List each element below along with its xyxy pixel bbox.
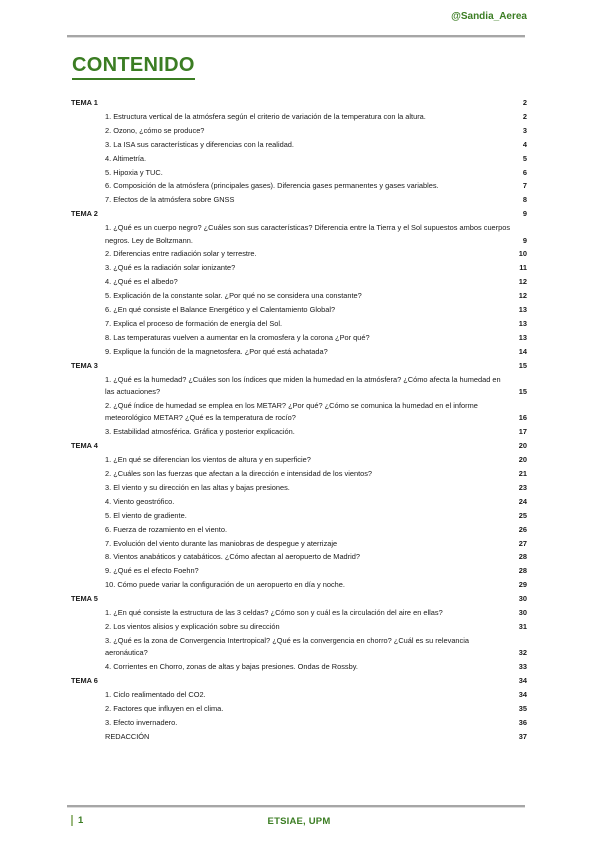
toc-item-title: 2. Factores que influyen en el clima. [105, 703, 224, 713]
toc-page-number: 29 [518, 580, 527, 590]
toc-page-number: 28 [518, 566, 527, 576]
toc-page-number: 27 [518, 538, 527, 548]
toc-page-number: 23 [518, 482, 527, 492]
toc-item-title: 6. Composición de la atmósfera (principales gases). Diferencia gases permanentes y gases variables. [105, 181, 439, 191]
toc-section-label: TEMA 2 [71, 209, 98, 219]
toc-page-number: 12 [518, 291, 527, 301]
toc-section[interactable] [71, 593, 527, 605]
toc-page-number: 13 [518, 319, 527, 328]
toc-item[interactable] [71, 635, 527, 660]
toc-page-number: 34 [518, 676, 527, 686]
toc-item[interactable] [71, 496, 527, 508]
footer-page-number-value: 1 [78, 815, 84, 826]
toc-item-title: 3. La ISA sus características y diferencias con la realidad. [105, 139, 294, 149]
toc-page-number: 30 [518, 608, 527, 618]
toc-page-number: 16 [518, 413, 527, 423]
toc-page-number: 11 [519, 263, 527, 273]
footer-rule [67, 805, 525, 808]
toc-item[interactable] [71, 332, 527, 344]
toc-item[interactable] [71, 194, 527, 206]
toc-item-title: 5. El viento de gradiente. [105, 510, 187, 520]
toc-page-number: 15 [518, 360, 527, 370]
toc-page-number: 28 [518, 552, 527, 562]
toc-page-number: 4 [522, 139, 527, 149]
toc-item[interactable] [71, 524, 527, 536]
toc-item-title: 2. Diferencias entre radiación solar y terrestre. [105, 249, 257, 259]
toc-item-title: 3. El viento y su dirección en las altas y bajas presiones. [105, 482, 290, 492]
toc-page-number: 21 [518, 468, 527, 478]
toc-page-number: 15 [518, 387, 527, 397]
toc-item-title: 3. ¿Qué es la radiación solar ionizante? [105, 263, 236, 273]
toc-item-title: 7. Explica el proceso de formación de energía del Sol. [105, 319, 283, 328]
toc-item-title: 9. Explique la función de la magnetosfera. ¿Por qué está achatada? [105, 346, 328, 356]
toc-item-title: 2. ¿Qué índice de humedad se emplea en los METAR? ¿Por qué? ¿Cómo se comunica la humedad en el informe meteorológico METAR? ¿Qué es la temperatura de rocío? [105, 400, 478, 423]
footer [71, 815, 527, 829]
toc-page-number: 31 [518, 621, 527, 631]
toc-page-number: 6 [522, 167, 527, 177]
toc-section-label: TEMA 4 [71, 441, 98, 451]
toc-item[interactable] [71, 346, 527, 358]
toc-item-title: 1. ¿En qué consiste la estructura de las 3 celdas? ¿Cómo son y cuál es la circulación del aire en ellas? [105, 608, 443, 618]
toc-section-label: TEMA 1 [71, 98, 98, 107]
toc-item[interactable] [71, 304, 527, 316]
toc-page-number: 9 [522, 235, 527, 245]
toc-section[interactable] [71, 208, 527, 220]
toc-item-title: 4. Corrientes en Chorro, zonas de altas y bajas presiones. Ondas de Rossby. [105, 662, 358, 672]
toc-page-number: 36 [518, 717, 527, 727]
toc-item[interactable] [71, 374, 527, 399]
toc-item-title: 3. Efecto invernadero. [105, 717, 178, 727]
toc-page-number: 26 [518, 524, 527, 534]
toc-item[interactable] [71, 248, 527, 260]
toc-item[interactable] [71, 180, 527, 192]
toc-item-title: 1. ¿Qué es la humedad? ¿Cuáles son los índices que miden la humedad en la atmósfera? ¿Cómo afecta la humedad en las actuaciones? [105, 374, 501, 397]
toc-item[interactable] [71, 565, 527, 577]
toc-item-title: 2. Ozono, ¿cómo se produce? [105, 125, 205, 135]
toc-item-title: 4. ¿Qué es el albedo? [105, 277, 178, 287]
toc-item[interactable] [71, 607, 527, 619]
toc-page-number: 12 [518, 277, 527, 287]
toc-page-number: 34 [518, 689, 527, 699]
toc-page-number: 20 [518, 441, 527, 451]
toc-item-title: 2. Los vientos alisios y explicación sobre su dirección [105, 621, 280, 631]
toc-item[interactable] [71, 621, 527, 633]
toc-item[interactable] [71, 400, 527, 425]
toc-item[interactable] [71, 222, 527, 247]
toc-page-number: 24 [518, 496, 527, 506]
toc-page-number: 3 [522, 125, 527, 135]
toc-item[interactable] [71, 139, 527, 151]
toc-item-title: REDACCIÓN [105, 731, 150, 741]
toc-page-number: 37 [518, 731, 527, 741]
toc-page-number: 33 [518, 662, 527, 672]
toc-page-number: 7 [522, 181, 527, 191]
toc-item-title: 4. Altimetría. [105, 153, 147, 163]
toc-page-number: 5 [522, 153, 527, 163]
toc-item[interactable] [71, 661, 527, 673]
toc-item[interactable] [71, 111, 527, 123]
toc-item-title: 7. Evolución del viento durante las maniobras de despegue y aterrizaje [105, 538, 338, 548]
toc-item-title: 3. ¿Qué es la zona de Convergencia Intertropical? ¿Qué es la convergencia en chorro? ¿Cuál es su relevancia aeronáutica? [105, 635, 469, 658]
toc-section-label: TEMA 5 [71, 594, 98, 604]
toc-page-number: 9 [522, 209, 527, 219]
toc-item-title: 8. Las temperaturas vuelven a aumentar en la cromosfera y la corona ¿Por qué? [105, 332, 370, 342]
toc-item-title: 6. Fuerza de rozamiento en el viento. [105, 524, 228, 534]
toc-item[interactable] [71, 426, 527, 438]
toc-item-title: 1. ¿Qué es un cuerpo negro? ¿Cuáles son sus características? Diferencia entre la Tierra y el Sol supuestos ambos cuerpos negros. Ley de Boltzmann. [105, 223, 511, 245]
page-title: CONTENIDO [72, 54, 195, 80]
toc-item-title: 1. Estructura vertical de la atmósfera según el criterio de variación de la temperatura con la altura. [105, 111, 426, 121]
toc-item[interactable] [71, 167, 527, 179]
toc-page-number: 2 [522, 111, 527, 121]
toc-item-title: 10. Cómo puede variar la configuración de un aeropuerto en día y noche. [105, 580, 345, 590]
toc-item[interactable] [71, 318, 527, 330]
toc-item[interactable] [71, 717, 527, 729]
toc-section[interactable] [71, 440, 527, 452]
toc-section[interactable] [71, 675, 527, 687]
toc-item-title: 4. Viento geostrófico. [105, 496, 175, 506]
toc-item-title: 1. ¿En qué se diferencian los vientos de altura y en superficie? [105, 455, 311, 465]
toc-item-title: 3. Estabilidad atmosférica. Gráfica y posterior explicación. [105, 427, 295, 437]
toc-item-title: 5. Explicación de la constante solar. ¿Por qué no se considera una constante? [105, 291, 362, 301]
footer-institution: ETSIAE, UPM [267, 816, 331, 827]
toc-item[interactable] [71, 125, 527, 137]
toc-section[interactable] [71, 360, 527, 372]
toc-page-number: 2 [522, 98, 527, 107]
toc-item[interactable] [71, 262, 527, 274]
toc-item[interactable] [71, 579, 527, 591]
toc-page-number: 25 [518, 510, 527, 520]
toc-item[interactable] [71, 689, 527, 701]
toc-item-title: 6. ¿En qué consiste el Balance Energético y el Calentamiento Global? [105, 305, 336, 315]
toc-item-title: 9. ¿Qué es el efecto Foehn? [105, 566, 199, 576]
toc-item[interactable] [71, 454, 527, 466]
toc-section[interactable] [71, 97, 527, 109]
toc-item[interactable] [71, 153, 527, 165]
toc-item-title: 5. Hipoxia y TUC. [105, 167, 163, 177]
toc-item[interactable] [71, 290, 527, 302]
toc-page-number: 35 [518, 703, 527, 713]
toc-page-number: 32 [518, 648, 527, 658]
toc-item[interactable] [71, 703, 527, 715]
toc-item[interactable] [71, 276, 527, 288]
toc-item-title: 2. ¿Cuáles son las fuerzas que afectan a la dirección e intensidad de los vientos? [105, 468, 373, 478]
toc-item-title: 7. Efectos de la atmósfera sobre GNSS [105, 195, 235, 205]
toc-page-number: 13 [518, 305, 527, 315]
toc-section-label: TEMA 3 [71, 360, 98, 370]
toc-item[interactable] [71, 510, 527, 522]
toc-page-number: 10 [518, 249, 527, 259]
toc-item[interactable] [71, 551, 527, 563]
table-of-contents [71, 97, 527, 745]
toc-page-number: 13 [518, 332, 527, 342]
author-handle: @Sandia_Aerea [451, 11, 527, 22]
toc-item-title: 8. Vientos anabáticos y catabáticos. ¿Cómo afectan al aeropuerto de Madrid? [105, 552, 360, 562]
toc-item[interactable] [71, 482, 527, 494]
toc-item[interactable] [71, 468, 527, 480]
toc-page-number: 14 [518, 346, 527, 356]
toc-page-number: 30 [518, 594, 527, 604]
toc-item[interactable] [71, 731, 527, 743]
toc-page-number: 17 [518, 427, 527, 437]
header-rule [67, 35, 525, 38]
toc-section-label: TEMA 6 [71, 676, 98, 686]
toc-page-number: 20 [518, 455, 527, 465]
toc-item[interactable] [71, 538, 527, 550]
toc-item-title: 1. Ciclo realimentado del CO2. [105, 689, 206, 699]
toc-page-number: 8 [522, 195, 527, 205]
